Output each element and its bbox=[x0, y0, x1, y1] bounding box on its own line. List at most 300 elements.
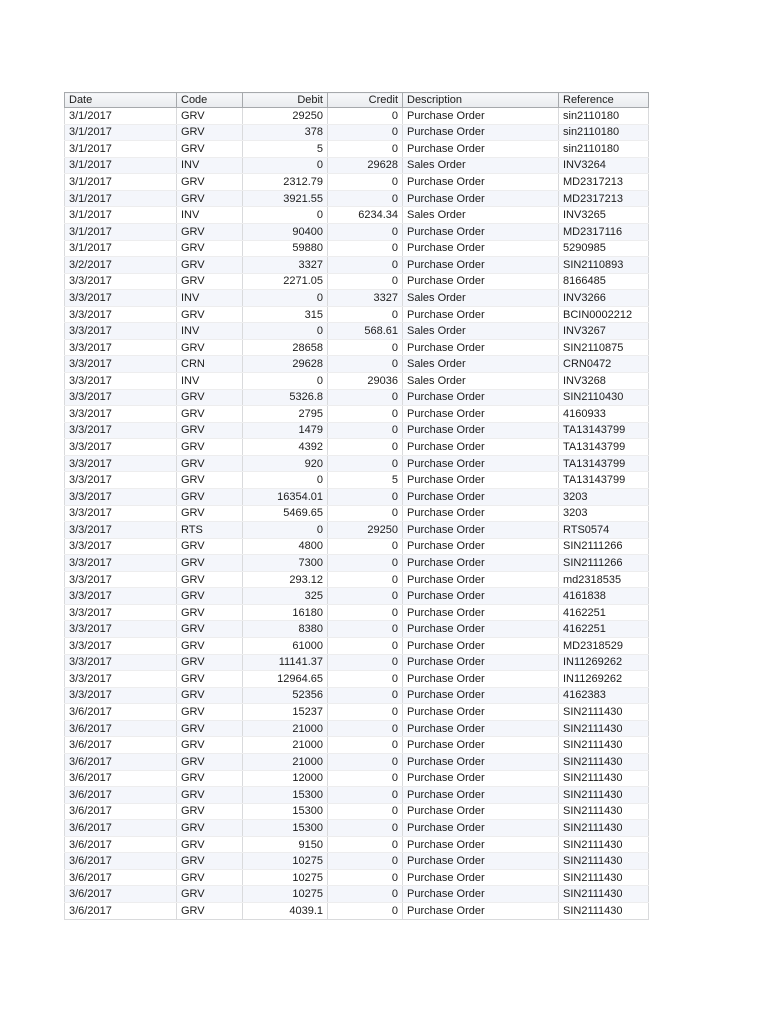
cell-date: 3/6/2017 bbox=[65, 853, 177, 870]
table-row bbox=[65, 638, 649, 655]
table-row bbox=[65, 770, 649, 787]
cell-description: Purchase Order bbox=[403, 240, 559, 257]
cell-code: GRV bbox=[177, 638, 243, 655]
cell-reference: sin2110180 bbox=[559, 124, 649, 141]
cell-reference: TA13143799 bbox=[559, 422, 649, 439]
cell-credit: 0 bbox=[328, 174, 403, 191]
cell-credit: 0 bbox=[328, 356, 403, 373]
cell-code: GRV bbox=[177, 787, 243, 804]
cell-debit: 315 bbox=[243, 306, 328, 323]
cell-debit: 21000 bbox=[243, 737, 328, 754]
cell-credit: 0 bbox=[328, 141, 403, 158]
col-header-description: Description bbox=[403, 93, 559, 108]
cell-code: GRV bbox=[177, 886, 243, 903]
cell-credit: 568.61 bbox=[328, 323, 403, 340]
cell-code: GRV bbox=[177, 869, 243, 886]
cell-date: 3/3/2017 bbox=[65, 687, 177, 704]
cell-code: INV bbox=[177, 323, 243, 340]
cell-reference: sin2110180 bbox=[559, 141, 649, 158]
cell-code: GRV bbox=[177, 141, 243, 158]
cell-reference: 8166485 bbox=[559, 273, 649, 290]
cell-credit: 0 bbox=[328, 223, 403, 240]
cell-code: GRV bbox=[177, 306, 243, 323]
cell-reference: MD2317213 bbox=[559, 190, 649, 207]
cell-reference: 4161838 bbox=[559, 588, 649, 605]
cell-debit: 293.12 bbox=[243, 571, 328, 588]
cell-credit: 0 bbox=[328, 654, 403, 671]
cell-description: Purchase Order bbox=[403, 190, 559, 207]
cell-code: RTS bbox=[177, 522, 243, 539]
cell-description: Purchase Order bbox=[403, 820, 559, 837]
cell-reference: MD2318529 bbox=[559, 638, 649, 655]
cell-description: Purchase Order bbox=[403, 853, 559, 870]
cell-credit: 0 bbox=[328, 753, 403, 770]
cell-debit: 15300 bbox=[243, 787, 328, 804]
table-row bbox=[65, 108, 649, 125]
table-row bbox=[65, 141, 649, 158]
cell-description: Purchase Order bbox=[403, 124, 559, 141]
col-header-reference: Reference bbox=[559, 93, 649, 108]
cell-debit: 2271.05 bbox=[243, 273, 328, 290]
cell-description: Purchase Order bbox=[403, 455, 559, 472]
cell-date: 3/3/2017 bbox=[65, 455, 177, 472]
cell-date: 3/6/2017 bbox=[65, 869, 177, 886]
cell-date: 3/1/2017 bbox=[65, 174, 177, 191]
cell-credit: 29250 bbox=[328, 522, 403, 539]
cell-description: Purchase Order bbox=[403, 505, 559, 522]
cell-code: GRV bbox=[177, 654, 243, 671]
cell-date: 3/3/2017 bbox=[65, 290, 177, 307]
cell-description: Purchase Order bbox=[403, 588, 559, 605]
cell-credit: 0 bbox=[328, 439, 403, 456]
cell-date: 3/3/2017 bbox=[65, 306, 177, 323]
cell-debit: 28658 bbox=[243, 339, 328, 356]
col-header-debit: Debit bbox=[243, 93, 328, 108]
cell-description: Purchase Order bbox=[403, 571, 559, 588]
cell-description: Purchase Order bbox=[403, 753, 559, 770]
cell-credit: 3327 bbox=[328, 290, 403, 307]
cell-debit: 0 bbox=[243, 290, 328, 307]
cell-reference: SIN2111430 bbox=[559, 903, 649, 920]
cell-reference: 3203 bbox=[559, 488, 649, 505]
table-row bbox=[65, 306, 649, 323]
cell-debit: 4800 bbox=[243, 538, 328, 555]
cell-description: Purchase Order bbox=[403, 869, 559, 886]
cell-code: GRV bbox=[177, 770, 243, 787]
cell-date: 3/6/2017 bbox=[65, 836, 177, 853]
cell-date: 3/3/2017 bbox=[65, 555, 177, 572]
cell-code: GRV bbox=[177, 571, 243, 588]
table-row bbox=[65, 389, 649, 406]
table-row bbox=[65, 505, 649, 522]
cell-debit: 2795 bbox=[243, 406, 328, 423]
cell-code: GRV bbox=[177, 124, 243, 141]
cell-description: Purchase Order bbox=[403, 555, 559, 572]
cell-credit: 0 bbox=[328, 720, 403, 737]
cell-description: Sales Order bbox=[403, 207, 559, 224]
table-row bbox=[65, 157, 649, 174]
cell-debit: 21000 bbox=[243, 720, 328, 737]
table-row bbox=[65, 737, 649, 754]
cell-credit: 29628 bbox=[328, 157, 403, 174]
cell-reference: SIN2111430 bbox=[559, 737, 649, 754]
cell-date: 3/6/2017 bbox=[65, 787, 177, 804]
cell-code: GRV bbox=[177, 406, 243, 423]
cell-code: GRV bbox=[177, 538, 243, 555]
cell-credit: 29036 bbox=[328, 373, 403, 390]
cell-code: GRV bbox=[177, 803, 243, 820]
table-row bbox=[65, 439, 649, 456]
cell-code: GRV bbox=[177, 223, 243, 240]
cell-code: INV bbox=[177, 373, 243, 390]
cell-date: 3/3/2017 bbox=[65, 588, 177, 605]
cell-reference: INV3266 bbox=[559, 290, 649, 307]
cell-code: GRV bbox=[177, 455, 243, 472]
cell-description: Purchase Order bbox=[403, 488, 559, 505]
cell-debit: 59880 bbox=[243, 240, 328, 257]
cell-code: GRV bbox=[177, 704, 243, 721]
cell-date: 3/6/2017 bbox=[65, 770, 177, 787]
cell-description: Purchase Order bbox=[403, 886, 559, 903]
cell-reference: 5290985 bbox=[559, 240, 649, 257]
cell-code: GRV bbox=[177, 108, 243, 125]
cell-credit: 0 bbox=[328, 306, 403, 323]
cell-description: Purchase Order bbox=[403, 339, 559, 356]
cell-credit: 0 bbox=[328, 108, 403, 125]
cell-description: Purchase Order bbox=[403, 472, 559, 489]
cell-credit: 6234.34 bbox=[328, 207, 403, 224]
cell-debit: 12964.65 bbox=[243, 671, 328, 688]
cell-credit: 0 bbox=[328, 704, 403, 721]
cell-reference: sin2110180 bbox=[559, 108, 649, 125]
cell-reference: TA13143799 bbox=[559, 455, 649, 472]
cell-description: Purchase Order bbox=[403, 604, 559, 621]
cell-credit: 0 bbox=[328, 124, 403, 141]
cell-credit: 0 bbox=[328, 604, 403, 621]
cell-debit: 29250 bbox=[243, 108, 328, 125]
cell-description: Sales Order bbox=[403, 323, 559, 340]
table-row bbox=[65, 836, 649, 853]
cell-debit: 11141.37 bbox=[243, 654, 328, 671]
table-row bbox=[65, 488, 649, 505]
cell-reference: SIN2111430 bbox=[559, 720, 649, 737]
cell-description: Purchase Order bbox=[403, 108, 559, 125]
cell-date: 3/3/2017 bbox=[65, 522, 177, 539]
cell-date: 3/1/2017 bbox=[65, 190, 177, 207]
cell-reference: SIN2110893 bbox=[559, 257, 649, 274]
cell-code: GRV bbox=[177, 422, 243, 439]
cell-reference: TA13143799 bbox=[559, 472, 649, 489]
cell-credit: 0 bbox=[328, 257, 403, 274]
cell-credit: 0 bbox=[328, 787, 403, 804]
cell-reference: IN11269262 bbox=[559, 654, 649, 671]
cell-reference: INV3268 bbox=[559, 373, 649, 390]
cell-debit: 2312.79 bbox=[243, 174, 328, 191]
cell-reference: SIN2111430 bbox=[559, 753, 649, 770]
cell-code: GRV bbox=[177, 737, 243, 754]
cell-description: Purchase Order bbox=[403, 654, 559, 671]
cell-reference: SIN2111266 bbox=[559, 538, 649, 555]
cell-date: 3/1/2017 bbox=[65, 108, 177, 125]
cell-date: 3/3/2017 bbox=[65, 389, 177, 406]
table-row bbox=[65, 472, 649, 489]
cell-reference: SIN2111430 bbox=[559, 770, 649, 787]
cell-code: GRV bbox=[177, 439, 243, 456]
table-row bbox=[65, 422, 649, 439]
cell-reference: SIN2111266 bbox=[559, 555, 649, 572]
cell-date: 3/3/2017 bbox=[65, 654, 177, 671]
table-row bbox=[65, 571, 649, 588]
cell-reference: INV3265 bbox=[559, 207, 649, 224]
cell-reference: MD2317116 bbox=[559, 223, 649, 240]
cell-code: GRV bbox=[177, 753, 243, 770]
cell-debit: 16180 bbox=[243, 604, 328, 621]
cell-date: 3/1/2017 bbox=[65, 124, 177, 141]
table-body bbox=[65, 108, 649, 920]
col-header-date: Date bbox=[65, 93, 177, 108]
table-row bbox=[65, 654, 649, 671]
cell-credit: 0 bbox=[328, 869, 403, 886]
cell-debit: 5326.8 bbox=[243, 389, 328, 406]
cell-debit: 1479 bbox=[243, 422, 328, 439]
table-row bbox=[65, 753, 649, 770]
cell-date: 3/3/2017 bbox=[65, 422, 177, 439]
cell-debit: 10275 bbox=[243, 869, 328, 886]
cell-reference: BCIN0002212 bbox=[559, 306, 649, 323]
table-row bbox=[65, 903, 649, 920]
cell-reference: SIN2110875 bbox=[559, 339, 649, 356]
ledger-table bbox=[64, 92, 649, 920]
cell-credit: 0 bbox=[328, 737, 403, 754]
cell-reference: SIN2111430 bbox=[559, 803, 649, 820]
cell-reference: SIN2110430 bbox=[559, 389, 649, 406]
table-row bbox=[65, 339, 649, 356]
cell-description: Purchase Order bbox=[403, 671, 559, 688]
cell-date: 3/6/2017 bbox=[65, 803, 177, 820]
cell-date: 3/3/2017 bbox=[65, 323, 177, 340]
cell-credit: 0 bbox=[328, 389, 403, 406]
header-row bbox=[65, 93, 649, 108]
cell-credit: 0 bbox=[328, 240, 403, 257]
cell-code: GRV bbox=[177, 488, 243, 505]
cell-reference: TA13143799 bbox=[559, 439, 649, 456]
cell-description: Sales Order bbox=[403, 157, 559, 174]
cell-debit: 0 bbox=[243, 522, 328, 539]
table-row bbox=[65, 886, 649, 903]
cell-code: GRV bbox=[177, 820, 243, 837]
cell-debit: 0 bbox=[243, 207, 328, 224]
table-row bbox=[65, 290, 649, 307]
cell-debit: 10275 bbox=[243, 886, 328, 903]
cell-description: Purchase Order bbox=[403, 141, 559, 158]
cell-code: GRV bbox=[177, 853, 243, 870]
cell-description: Purchase Order bbox=[403, 522, 559, 539]
cell-description: Sales Order bbox=[403, 373, 559, 390]
table-row bbox=[65, 687, 649, 704]
cell-credit: 0 bbox=[328, 190, 403, 207]
cell-code: INV bbox=[177, 157, 243, 174]
cell-description: Purchase Order bbox=[403, 704, 559, 721]
cell-reference: INV3264 bbox=[559, 157, 649, 174]
cell-description: Purchase Order bbox=[403, 538, 559, 555]
cell-debit: 920 bbox=[243, 455, 328, 472]
table-row bbox=[65, 522, 649, 539]
cell-reference: RTS0574 bbox=[559, 522, 649, 539]
cell-code: GRV bbox=[177, 687, 243, 704]
cell-date: 3/6/2017 bbox=[65, 753, 177, 770]
cell-date: 3/3/2017 bbox=[65, 406, 177, 423]
cell-code: GRV bbox=[177, 903, 243, 920]
cell-credit: 0 bbox=[328, 273, 403, 290]
cell-description: Sales Order bbox=[403, 290, 559, 307]
cell-code: GRV bbox=[177, 505, 243, 522]
cell-credit: 0 bbox=[328, 406, 403, 423]
cell-date: 3/1/2017 bbox=[65, 141, 177, 158]
cell-description: Purchase Order bbox=[403, 638, 559, 655]
cell-debit: 5 bbox=[243, 141, 328, 158]
cell-code: GRV bbox=[177, 555, 243, 572]
cell-debit: 29628 bbox=[243, 356, 328, 373]
cell-debit: 0 bbox=[243, 323, 328, 340]
table-row bbox=[65, 787, 649, 804]
cell-credit: 0 bbox=[328, 621, 403, 638]
cell-credit: 0 bbox=[328, 505, 403, 522]
cell-reference: SIN2111430 bbox=[559, 820, 649, 837]
cell-debit: 12000 bbox=[243, 770, 328, 787]
cell-credit: 0 bbox=[328, 803, 403, 820]
cell-description: Sales Order bbox=[403, 356, 559, 373]
table-row bbox=[65, 820, 649, 837]
cell-date: 3/3/2017 bbox=[65, 356, 177, 373]
cell-date: 3/1/2017 bbox=[65, 157, 177, 174]
cell-code: GRV bbox=[177, 621, 243, 638]
cell-description: Purchase Order bbox=[403, 273, 559, 290]
cell-credit: 0 bbox=[328, 671, 403, 688]
cell-debit: 0 bbox=[243, 472, 328, 489]
col-header-code: Code bbox=[177, 93, 243, 108]
cell-credit: 0 bbox=[328, 638, 403, 655]
cell-description: Purchase Order bbox=[403, 687, 559, 704]
cell-reference: SIN2111430 bbox=[559, 704, 649, 721]
cell-debit: 3921.55 bbox=[243, 190, 328, 207]
table-row bbox=[65, 273, 649, 290]
cell-code: GRV bbox=[177, 472, 243, 489]
cell-date: 3/3/2017 bbox=[65, 339, 177, 356]
table-row bbox=[65, 373, 649, 390]
cell-date: 3/3/2017 bbox=[65, 439, 177, 456]
cell-debit: 21000 bbox=[243, 753, 328, 770]
table-row bbox=[65, 853, 649, 870]
cell-code: GRV bbox=[177, 604, 243, 621]
table-row bbox=[65, 704, 649, 721]
cell-reference: SIN2111430 bbox=[559, 787, 649, 804]
cell-debit: 52356 bbox=[243, 687, 328, 704]
cell-code: INV bbox=[177, 207, 243, 224]
cell-credit: 0 bbox=[328, 571, 403, 588]
cell-code: CRN bbox=[177, 356, 243, 373]
cell-code: GRV bbox=[177, 273, 243, 290]
cell-debit: 0 bbox=[243, 157, 328, 174]
cell-credit: 0 bbox=[328, 903, 403, 920]
col-header-credit: Credit bbox=[328, 93, 403, 108]
cell-credit: 0 bbox=[328, 687, 403, 704]
table-row bbox=[65, 257, 649, 274]
cell-credit: 0 bbox=[328, 886, 403, 903]
cell-debit: 15300 bbox=[243, 820, 328, 837]
cell-code: GRV bbox=[177, 389, 243, 406]
table-row bbox=[65, 671, 649, 688]
cell-credit: 0 bbox=[328, 488, 403, 505]
cell-date: 3/3/2017 bbox=[65, 488, 177, 505]
table-row bbox=[65, 240, 649, 257]
table-row bbox=[65, 720, 649, 737]
table-row bbox=[65, 621, 649, 638]
cell-description: Purchase Order bbox=[403, 306, 559, 323]
table-row bbox=[65, 588, 649, 605]
cell-debit: 16354.01 bbox=[243, 488, 328, 505]
cell-date: 3/3/2017 bbox=[65, 621, 177, 638]
table-row bbox=[65, 538, 649, 555]
cell-description: Purchase Order bbox=[403, 770, 559, 787]
cell-description: Purchase Order bbox=[403, 422, 559, 439]
table-row bbox=[65, 207, 649, 224]
table-row bbox=[65, 555, 649, 572]
cell-debit: 15300 bbox=[243, 803, 328, 820]
cell-debit: 90400 bbox=[243, 223, 328, 240]
cell-date: 3/6/2017 bbox=[65, 903, 177, 920]
cell-debit: 7300 bbox=[243, 555, 328, 572]
cell-reference: IN11269262 bbox=[559, 671, 649, 688]
cell-reference: INV3267 bbox=[559, 323, 649, 340]
cell-code: GRV bbox=[177, 836, 243, 853]
cell-credit: 0 bbox=[328, 422, 403, 439]
table-row bbox=[65, 406, 649, 423]
cell-credit: 0 bbox=[328, 770, 403, 787]
cell-code: GRV bbox=[177, 588, 243, 605]
cell-date: 3/3/2017 bbox=[65, 373, 177, 390]
cell-reference: 4162251 bbox=[559, 604, 649, 621]
table-row bbox=[65, 124, 649, 141]
table-row bbox=[65, 356, 649, 373]
cell-reference: 4162383 bbox=[559, 687, 649, 704]
cell-description: Purchase Order bbox=[403, 803, 559, 820]
cell-description: Purchase Order bbox=[403, 903, 559, 920]
cell-code: GRV bbox=[177, 720, 243, 737]
cell-date: 3/3/2017 bbox=[65, 472, 177, 489]
table-row bbox=[65, 323, 649, 340]
cell-credit: 0 bbox=[328, 339, 403, 356]
cell-reference: CRN0472 bbox=[559, 356, 649, 373]
table-row bbox=[65, 604, 649, 621]
cell-credit: 0 bbox=[328, 836, 403, 853]
cell-date: 3/6/2017 bbox=[65, 704, 177, 721]
cell-description: Purchase Order bbox=[403, 406, 559, 423]
cell-reference: SIN2111430 bbox=[559, 869, 649, 886]
cell-credit: 0 bbox=[328, 538, 403, 555]
cell-debit: 61000 bbox=[243, 638, 328, 655]
cell-debit: 0 bbox=[243, 373, 328, 390]
cell-debit: 4039.1 bbox=[243, 903, 328, 920]
table-row bbox=[65, 223, 649, 240]
cell-debit: 10275 bbox=[243, 853, 328, 870]
cell-code: GRV bbox=[177, 190, 243, 207]
cell-credit: 5 bbox=[328, 472, 403, 489]
cell-debit: 8380 bbox=[243, 621, 328, 638]
cell-credit: 0 bbox=[328, 455, 403, 472]
cell-code: GRV bbox=[177, 257, 243, 274]
cell-reference: md2318535 bbox=[559, 571, 649, 588]
cell-debit: 5469.65 bbox=[243, 505, 328, 522]
